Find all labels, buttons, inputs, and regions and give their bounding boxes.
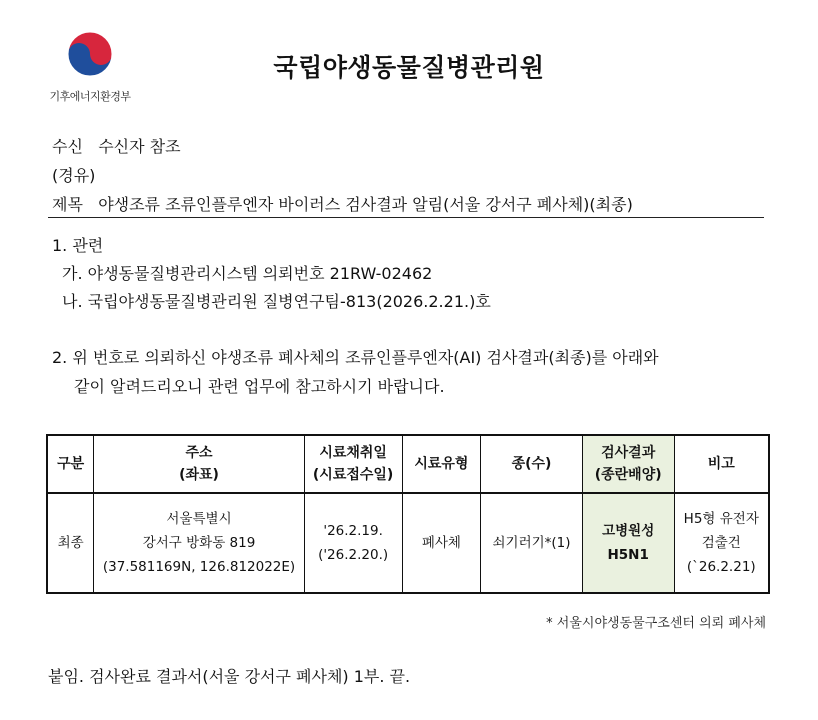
- table-header-row: [47, 435, 769, 493]
- test-result-table: [46, 434, 770, 594]
- header-species: 종(수): [481, 435, 583, 493]
- cell-result-line1: 고병원성: [602, 523, 655, 539]
- header-sample-type: 시료유형: [402, 435, 481, 493]
- cell-result: [582, 493, 674, 593]
- cell-address-line2: 강서구 방화동 819: [142, 535, 256, 551]
- header-category: 구분: [47, 435, 94, 493]
- subject-line: [52, 192, 633, 215]
- table-footnote: * 서울시야생동물구조센터 의뢰 폐사체: [546, 616, 766, 631]
- header-address-line2: (좌표): [179, 467, 219, 483]
- cell-result-line2: H5N1: [607, 547, 649, 563]
- cell-address: [94, 493, 304, 593]
- item2-line2: 같이 알려드리오니 관련 업무에 참고하시기 바랍니다.: [74, 377, 445, 396]
- logo-text: 기후에너지환경부: [49, 90, 131, 103]
- header-remarks: 비고: [674, 435, 769, 493]
- recipient-value: 수신자 참조: [98, 137, 181, 156]
- subject-label: 제목: [52, 195, 83, 214]
- header-date: [304, 435, 402, 493]
- header-result: [582, 435, 674, 493]
- header-address-line1: 주소: [185, 445, 213, 461]
- header-result-line1: 검사결과: [601, 445, 656, 461]
- cell-remarks: [674, 493, 769, 593]
- cell-date-collected: '26.2.19.: [323, 523, 383, 539]
- attachment-line: 붙임. 검사완료 결과서(서울 강서구 폐사체) 1부. 끝.: [48, 667, 411, 686]
- table-row: [47, 493, 769, 593]
- header-result-line2: (종란배양): [594, 467, 662, 483]
- item1-a: 가. 야생동물질병관리시스템 의뢰번호 21RW-02462: [62, 264, 433, 283]
- subject-divider: [48, 217, 764, 218]
- cell-date-received: ('26.2.20.): [318, 547, 389, 563]
- cell-category: 최종: [47, 493, 94, 593]
- via-line: (경유): [52, 166, 96, 185]
- header-address: [94, 435, 304, 493]
- recipient-line: [52, 134, 181, 157]
- item1-b: 나. 국립야생동물질병관리원 질병연구팀-813(2026.2.21.)호: [62, 292, 491, 311]
- cell-date: [304, 493, 402, 593]
- cell-address-coords: (37.581169N, 126.812022E): [102, 559, 296, 575]
- cell-remarks-line1: H5형 유전자: [683, 511, 759, 527]
- subject-text: 야생조류 조류인플루엔자 바이러스 검사결과 알림(서울 강서구 폐사체)(최종): [98, 195, 633, 214]
- item1-heading: 1. 관련: [52, 236, 104, 255]
- item2-line1: 2. 위 번호로 의뢰하신 야생조류 폐사체의 조류인플루엔자(AI) 검사결과(최종)를 아래와: [52, 348, 659, 367]
- recipient-label: 수신: [52, 137, 83, 156]
- cell-remarks-line3: (`26.2.21): [686, 559, 756, 575]
- cell-address-line1: 서울특별시: [166, 511, 232, 527]
- page-title: 국립야생동물질병관리원: [273, 53, 545, 82]
- cell-sample-type: 폐사체: [402, 493, 481, 593]
- cell-species: 쇠기러기*(1): [481, 493, 583, 593]
- header-date-line2: (시료접수일): [312, 467, 394, 483]
- cell-remarks-line2: 검출건: [701, 535, 741, 551]
- header-date-line1: 시료채취일: [319, 445, 387, 461]
